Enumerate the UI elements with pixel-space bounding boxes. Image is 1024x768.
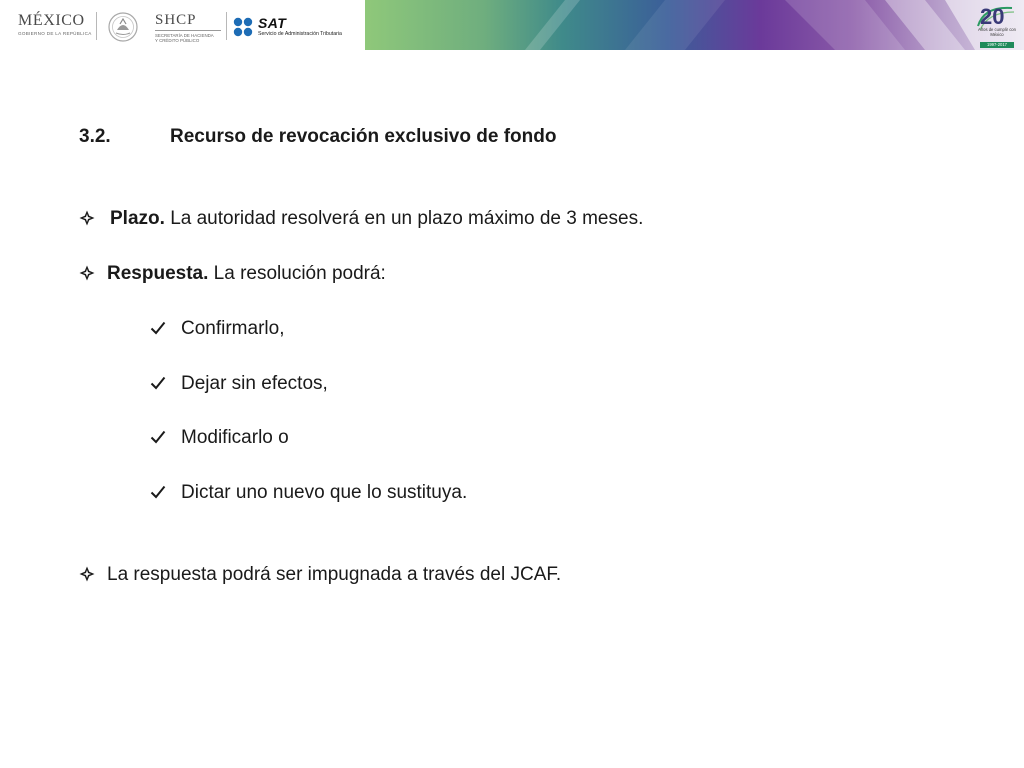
- checkmark-icon: [150, 429, 166, 445]
- anniversary-years: 1997-2017: [980, 42, 1014, 48]
- bullet-jcaf-text: La respuesta podrá ser impugnada a través del JCAF.: [107, 564, 562, 585]
- diamond-bullet-icon: [79, 210, 95, 226]
- anniversary-text: Años de cumplir con México: [978, 27, 1016, 37]
- checkmark-icon: [150, 320, 166, 336]
- mexico-logo-subtitle: GOBIERNO DE LA REPÚBLICA: [18, 31, 92, 36]
- checklist-item-text: Confirmarlo,: [181, 318, 285, 339]
- shcp-logo-subtitle-1: SECRETARÍA DE HACIENDA: [155, 33, 214, 38]
- checklist-item-text: Dictar uno nuevo que lo sustituya.: [181, 482, 468, 503]
- section-heading: [79, 126, 556, 148]
- mexico-logo-name: MÉXICO: [18, 12, 85, 29]
- checkmark-icon: [150, 484, 166, 500]
- sat-logo-subtitle: Servicio de Administración Tributaria: [258, 31, 342, 37]
- section-number: 3.2.: [79, 126, 111, 147]
- diamond-bullet-icon: [79, 566, 95, 582]
- bullet-plazo-text: [110, 208, 643, 230]
- bullet-plazo-label: Plazo.: [110, 208, 165, 229]
- anniversary-number: 20: [980, 4, 1005, 29]
- bullet-plazo-body: La autoridad resolverá en un plazo máximo de 3 meses.: [170, 208, 644, 229]
- bullet-respuesta-label: Respuesta.: [107, 263, 209, 284]
- checklist-item-text: Dejar sin efectos,: [181, 373, 328, 394]
- diamond-bullet-icon: [79, 265, 95, 281]
- checkmark-icon: [150, 375, 166, 391]
- checklist-item-text: Modificarlo o: [181, 427, 289, 448]
- shcp-logo-name: SHCP: [155, 12, 197, 28]
- section-title: Recurso de revocación exclusivo de fondo: [170, 126, 557, 147]
- shcp-logo-subtitle-2: Y CRÉDITO PÚBLICO: [155, 38, 200, 44]
- bullet-respuesta-body: La resolución podrá:: [213, 263, 386, 284]
- bullet-respuesta-text: [107, 263, 386, 285]
- sat-logo-name: SAT: [258, 15, 287, 31]
